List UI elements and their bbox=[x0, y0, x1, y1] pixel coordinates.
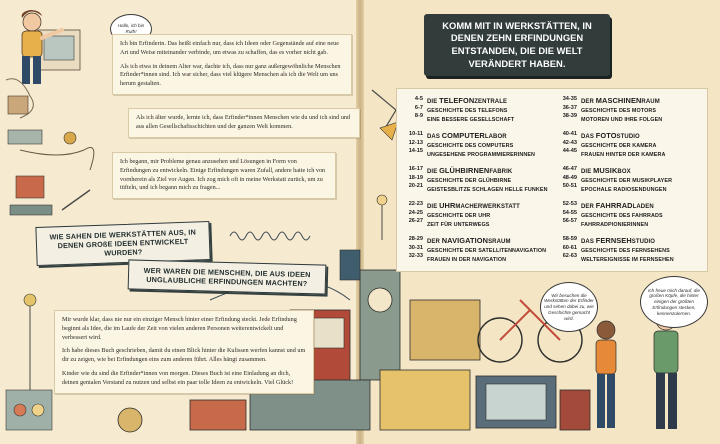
third-note bbox=[112, 152, 336, 199]
toc-titles bbox=[581, 130, 706, 159]
toc-heading-keyword: TELEFON bbox=[439, 96, 475, 105]
toc-titles bbox=[427, 165, 552, 194]
toc-heading-keyword: GLÜHBIRNEN bbox=[439, 166, 490, 175]
toc-page-number: 56-57 bbox=[562, 218, 577, 225]
question-people: WER WAREN DIE MENSCHEN, DIE AUS IDEEN UNGLAUBLICHE ERFINDUNGEN MACHTEN? bbox=[128, 259, 327, 294]
toc-subtitle: GESCHICHTE DES TELEFONS bbox=[427, 108, 508, 115]
toc-heading-suffix: RAUM bbox=[641, 99, 660, 105]
toc-heading-suffix: LADEN bbox=[632, 204, 654, 210]
toc-subtitle: ZEIT FÜR UNTERWEGS bbox=[427, 221, 490, 228]
toc-heading-keyword: MUSIK bbox=[593, 166, 618, 175]
toc-titles bbox=[581, 235, 706, 264]
two-inventors-illustration bbox=[596, 310, 678, 429]
toc-titles bbox=[581, 165, 706, 194]
contents-title: KOMM MIT IN WERKSTÄTTEN, IN DENEN ZEHN ERFINDUNGEN ENTSTANDEN, DIE DIE WELT VERÄNDERT HABEN. bbox=[424, 14, 610, 76]
toc-page-number: 24-25 bbox=[408, 209, 423, 216]
toc-page-number: 18-19 bbox=[408, 174, 423, 181]
toc-subtitle: GESCHICHTE DES COMPUTERS bbox=[427, 143, 514, 150]
toc-chapter-heading bbox=[427, 200, 552, 212]
toc-chapter-heading bbox=[581, 165, 706, 177]
toc-heading-keyword: COMPUTER bbox=[441, 131, 485, 140]
toc-page-number: 20-21 bbox=[408, 183, 423, 190]
toc-page-numbers bbox=[401, 165, 423, 191]
toc-page-numbers bbox=[555, 165, 577, 191]
toc-heading-keyword: MASCHINEN bbox=[595, 96, 642, 105]
toc-subtitle: GESCHICHTE DES MOTORS bbox=[581, 108, 657, 115]
toc-page-number: 8-9 bbox=[414, 113, 423, 120]
toc-heading-suffix: SRAUM bbox=[488, 239, 511, 245]
toc-heading-suffix: LABOR bbox=[484, 134, 507, 140]
toc-page-number: 58-59 bbox=[562, 236, 577, 242]
toc-heading-prefix: DER bbox=[581, 99, 596, 105]
toc-titles bbox=[427, 95, 552, 124]
toc-heading-suffix: BOX bbox=[617, 169, 631, 175]
closing-note bbox=[54, 310, 314, 394]
toc-heading-suffix: MACHERWERKSTATT bbox=[455, 204, 520, 210]
toc-page-number: 48-49 bbox=[562, 174, 577, 181]
toc-heading-prefix: DAS bbox=[427, 134, 442, 140]
toc-chapter-heading bbox=[581, 200, 706, 212]
toc-heading-suffix: FABRIK bbox=[489, 169, 513, 175]
toc-page-number: 60-61 bbox=[562, 244, 577, 251]
toc-subtitle: GESCHICHTE DES FERNSEHENS bbox=[581, 248, 670, 255]
toc-page-numbers bbox=[401, 95, 423, 121]
third-paragraph: Ich begann, mir Probleme genau anzusehen und Lösungen in Form von Erfindungen zu entwickeln. Einige Erfindungen waren Zufall, andere hatte ich von vornherein als Ziel vor Augen. Ich zog mich oft in meine Werkstatt zurück, um zu tüfteln, und ich begann mich zu fragen... bbox=[120, 158, 326, 192]
toc-page-number: 62-63 bbox=[562, 253, 577, 260]
toc-heading-prefix: DIE bbox=[427, 204, 440, 210]
toc-page-numbers bbox=[401, 130, 423, 156]
toc-page-number: 4-5 bbox=[414, 96, 423, 102]
toc-subtitle: MOTOREN UND IHRE FOLGEN bbox=[581, 116, 663, 123]
toc-subtitle: GEISTESBLITZE SCHLAGEN HELLE FUNKEN bbox=[427, 186, 548, 193]
toc-page-number: 22-23 bbox=[408, 201, 423, 207]
toc-heading-prefix: DAS bbox=[581, 134, 596, 140]
toc-page-number: 26-27 bbox=[408, 218, 423, 225]
toc-page-number: 40-41 bbox=[562, 131, 577, 137]
toc-heading-suffix: ZENTRALE bbox=[474, 99, 508, 105]
closing-paragraph-1: Mir wurde klar, dass nie nur ein einziger Mensch hinter einer Erfindung steckt. Jede Erfindung beginnt als Idee, die im Laufe der Zeit von vielen anderen Personen weiterentwickelt und verbessert wird. bbox=[62, 316, 297, 341]
toc-chapter-heading bbox=[581, 95, 706, 107]
lamp-illustration bbox=[372, 90, 398, 240]
toc-heading-keyword: NAVIGATION bbox=[441, 236, 489, 245]
toc-titles bbox=[581, 95, 706, 124]
toc-subtitle: GESCHICHTE DER KAMERA bbox=[581, 143, 657, 150]
toc-page-number: 34-35 bbox=[562, 96, 577, 102]
toc-subtitle: GESCHICHTE DES FAHRRADS bbox=[581, 213, 663, 220]
toc-subtitle: EPOCHALE RADIOSENDUNGEN bbox=[581, 186, 667, 193]
toc-subtitle: FRAUEN HINTER DER KAMERA bbox=[581, 151, 666, 158]
toc-heading-prefix: DAS bbox=[581, 239, 596, 245]
toc-page-number: 50-51 bbox=[562, 183, 577, 190]
toc-heading-prefix: DIE bbox=[427, 169, 440, 175]
toc-chapter-heading bbox=[427, 130, 552, 142]
toc-subtitle: GESCHICHTE DER GLÜHBIRNE bbox=[427, 178, 512, 185]
intro-paragraph-2: Als ich etwa in deinem Alter war, dachte ich, dass nur ganz außergewöhnliche Menschen Erfinder*innen sind. Ich war sicher, dass viel klügere Menschen als ich die Welt um uns herum gestalten. bbox=[120, 62, 341, 88]
toc-page-numbers bbox=[555, 235, 577, 261]
toc-subtitle: GESCHICHTE DER SATELLITENNAVIGATION bbox=[427, 248, 547, 255]
toc-chapter-heading bbox=[427, 95, 552, 107]
speech-bubble-excited: Ich freue mich darauf, die großen Köpfe, die hinter einigen der größten Erfindungen stecken, kennenzulernen. bbox=[640, 276, 708, 328]
toc-chapter-heading bbox=[581, 130, 706, 142]
toc-page-number: 36-37 bbox=[562, 104, 577, 111]
second-note bbox=[128, 108, 360, 138]
toc-subtitle: WELTEREIGNISSE IM FERNSEHEN bbox=[581, 256, 674, 263]
toc-heading-keyword: FAHRRAD bbox=[595, 201, 633, 210]
toc-page-number: 42-43 bbox=[562, 139, 577, 146]
toc-heading-keyword: FOTO bbox=[595, 131, 617, 140]
toc-page-number: 14-15 bbox=[408, 148, 423, 155]
toc-column-right bbox=[555, 89, 707, 271]
toc-subtitle: FAHRRADPIONIERINNEN bbox=[581, 221, 649, 228]
toc-page-number: 30-31 bbox=[408, 244, 423, 251]
table-of-contents bbox=[396, 88, 708, 272]
second-paragraph: Als ich älter wurde, lernte ich, dass Erfinder*innen Menschen wie du und ich sind und aus allen Gesellschaftsschichten und der ganzen Welt kommen. bbox=[136, 114, 351, 130]
intro-note bbox=[112, 34, 352, 95]
toc-subtitle: GESCHICHTE DER MUSIKPLAYER bbox=[581, 178, 673, 185]
toc-subtitle: GESCHICHTE DER UHR bbox=[427, 213, 491, 220]
intro-paragraph-1: Ich bin Erfinderin. Das heißt einfach nur, dass ich Ideen oder Gegenstände auf eine neue Art und Weise miteinander verbinde, um etwas zu schaffen, das es vorher nicht gab. bbox=[120, 40, 339, 56]
toc-heading-prefix: DIE bbox=[427, 99, 440, 105]
toc-page-numbers bbox=[555, 200, 577, 226]
toc-titles bbox=[427, 235, 552, 264]
toc-page-number: 10-11 bbox=[409, 131, 423, 137]
toc-page-numbers bbox=[555, 130, 577, 156]
toc-page-number: 38-39 bbox=[562, 113, 577, 120]
toc-heading-prefix: DER bbox=[581, 204, 596, 210]
toc-titles bbox=[581, 200, 706, 229]
toc-subtitle: EINE BESSERE GESELLSCHAFT bbox=[427, 116, 515, 123]
toc-heading-keyword: FERNSEH bbox=[595, 236, 632, 245]
toc-page-numbers bbox=[401, 200, 423, 226]
closing-paragraph-3: Kinder wie du sind die Erfinder*innen von morgen. Dieses Buch ist eine Einladung an dich, deinen genialen Verstand zu nutzen und selbst ein paar tolle Ideen zu entwickeln. Viel Glück! bbox=[62, 369, 294, 386]
inventor-illustration bbox=[6, 10, 80, 118]
toc-heading-suffix: STUDIO bbox=[616, 134, 640, 140]
speech-bubble-visit: Wir besuchen die Werkstätten der Erfinder und sehen dabei zu, wie Geschichte gemacht wird. bbox=[540, 282, 598, 332]
toc-page-number: 28-29 bbox=[408, 236, 423, 242]
toc-page-numbers bbox=[555, 95, 577, 121]
toc-column-left bbox=[401, 89, 557, 271]
toc-heading-suffix: STUDIO bbox=[631, 239, 656, 245]
question-workshops: WIE SAHEN DIE WERKSTÄTTEN AUS, IN DENEN GROßE IDEEN ENTWICKELT WURDEN? bbox=[35, 221, 210, 266]
toc-page-number: 46-47 bbox=[562, 166, 577, 172]
toc-heading-prefix: DER bbox=[427, 239, 442, 245]
toc-titles bbox=[427, 130, 552, 159]
toc-page-number: 52-53 bbox=[562, 201, 577, 207]
toc-page-number: 32-33 bbox=[408, 253, 423, 260]
toc-page-number: 6-7 bbox=[414, 104, 423, 111]
toc-chapter-heading bbox=[427, 165, 552, 177]
toc-subtitle: FRAUEN IN DER NAVIGATION bbox=[427, 256, 507, 263]
speech-bubble-ruth: Hallo, ich bin Ruth! bbox=[110, 14, 152, 44]
toc-page-number: 16-17 bbox=[408, 166, 423, 172]
toc-chapter-heading bbox=[581, 235, 706, 247]
toc-heading-prefix: DIE bbox=[581, 169, 594, 175]
closing-paragraph-2: Ich habe dieses Buch geschrieben, damit du einen Blick hinter die Kulissen werfen kannst und um dir zu zeigen, wie bei Erfindungen eins zum anderen führt. Alles hängt zusammen. bbox=[62, 347, 306, 364]
toc-page-number: 44-45 bbox=[562, 148, 577, 155]
toc-subtitle: UNGESEHENE PROGRAMMIERERINNEN bbox=[427, 151, 536, 158]
toc-heading-keyword: UHR bbox=[439, 201, 456, 210]
toc-chapter-heading bbox=[427, 235, 552, 247]
toc-titles bbox=[427, 200, 552, 229]
toc-page-number: 54-55 bbox=[562, 209, 577, 216]
toc-page-number: 12-13 bbox=[408, 139, 423, 146]
toc-page-numbers bbox=[401, 235, 423, 261]
